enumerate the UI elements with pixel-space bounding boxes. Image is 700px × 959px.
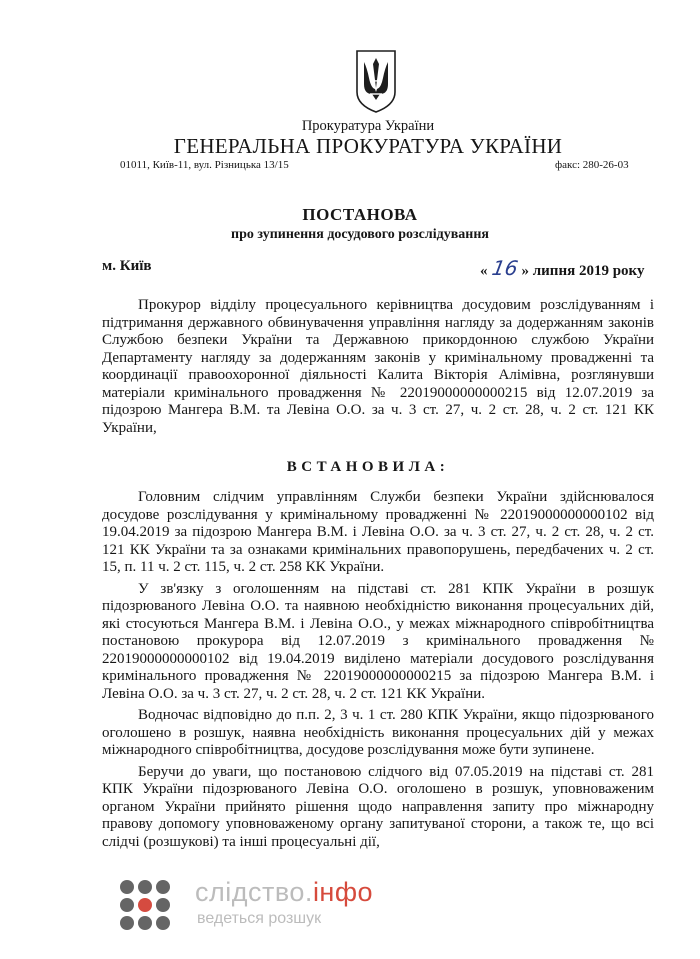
body-paragraph: Головним слідчим управлінням Служби безпеки України здійснювалося досудове розслідування у кримінальному провадженні № 22019000000000102 від 19.04.2019 за підозрою Мангера В.М. і Левіна О.О. за ч. 3 ст. 27, ч. 2 ст. 28, ч. 2 ст. 121 КК України та за ознаками кримінальних правопорушень, передбачених ч. 2 ст. 15, п. 11 ч. 2 ст. 115, ч. 2 ст. 258 КК України. <box>102 489 654 575</box>
org-name-small: Прокуратура України <box>301 118 435 134</box>
watermark-brand-main: слідство. <box>195 877 313 907</box>
watermark-brand-accent: інфо <box>312 877 374 907</box>
intro-block <box>102 297 654 437</box>
date-handwritten-day: 16 <box>489 256 520 280</box>
section-heading: ВСТАНОВИЛА: <box>286 459 450 475</box>
body-block <box>102 489 654 855</box>
date-quote-open: « <box>480 263 488 279</box>
watermark-brand <box>195 877 373 908</box>
document-title: ПОСТАНОВА <box>302 205 418 224</box>
body-paragraph: Беручи до уваги, що постановою слідчого від 07.05.2019 на підставі ст. 281 КПК України підозрюваного Левіна О.О. оголошено в розшук, уповноваженим органом України прийнято рішення щодо направлення запиту про міжнародну правову допомогу уповноваженому органу запитуваної сторони, а також те, що всі слідчі (розшукові) та інші процесуальні дії, <box>102 763 654 850</box>
document-date <box>480 256 644 280</box>
org-address: 01011, Київ-11, вул. Різницька 13/15 <box>120 159 289 171</box>
org-name-title: ГЕНЕРАЛЬНА ПРОКУРАТУРА УКРАЇНИ <box>173 134 563 158</box>
document-city: м. Київ <box>102 258 152 274</box>
body-paragraph: Водночас відповідно до п.п. 2, 3 ч. 1 ст. 280 КПК України, якщо підозрюваного оголошено в розшук, наявна необхідність виконання процесуальних дій у межах міжнародного співробітництва, досудове розслідування може бути зупинене. <box>102 707 654 758</box>
trident-emblem-icon <box>353 48 399 114</box>
date-quote-close: » <box>521 263 529 279</box>
date-month-year: липня 2019 року <box>532 263 645 279</box>
watermark-logo-icon <box>120 880 180 940</box>
document-subtitle: про зупинення досудового розслідування <box>231 227 489 242</box>
watermark <box>100 872 400 942</box>
watermark-tagline: ведеться розшук <box>197 910 322 927</box>
intro-paragraph: Прокурор відділу процесуального керівництва досудовим розслідуванням і підтримання державного обвинувачення управління нагляду за додержанням законів Службою безпеки України та Державною прикордонною службою України Департаменту нагляду за додержанням законів у кримінальному провадженні та координації правоохоронної діяльності Калита Вікторія Алімівна, розглянувши матеріали кримінального провадження № 22019000000000215 від 12.07.2019 за підозрою Мангера В.М. та Левіна О.О. за ч. 3 ст. 27, ч. 2 ст. 28, ч. 2 ст. 121 КК України, <box>102 297 654 436</box>
org-fax: факс: 280-26-03 <box>555 159 629 171</box>
body-paragraph: У зв'язку з оголошенням на підставі ст. 281 КПК України в розшук підозрюваного Левіна О.О. та наявною необхідністю виконання процесуальних дій, які стосуються Мангера В.М. і Левіна О.О., у межах міжнародного співробітництва постановою прокурора від 12.07.2019 з кримінального провадження № 22019000000000102 від 19.04.2019 виділено матеріали досудового розслідування кримінального провадження № 22019000000000215 за підозрою Мангера В.М. і Левіна О.О. за ч. 3 ст. 27, ч. 2 ст. 28, ч. 2 ст. 121 КК України. <box>102 580 654 702</box>
